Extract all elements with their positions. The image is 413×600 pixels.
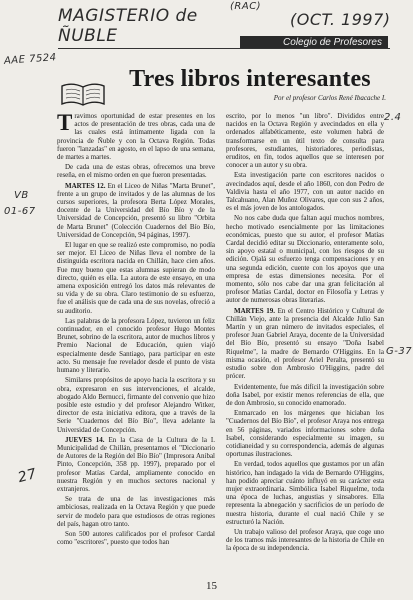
paragraph-text: Similares propósitos de apoyo hacia la escritora y su obra, expresaron en sus intervenciones, el alcalde, abogado Aldo Bernucci, firmante del convenio que hizo posible este estudio y del profesor Alejandro Witker, director de esta iniciativa editora, que a través de la Serie "Cuadernos del Bío Bío", lleva adelante la Universidad de Concepción. <box>57 376 215 434</box>
paragraph-text: Se trata de una de las investigaciones más ambiciosas, realizada en la Octava Región y que puede servir de modelo para que estudiosos de otras regiones del país, hagan otro tanto. <box>57 495 215 528</box>
margin-note-a: VB <box>14 190 29 201</box>
paragraph <box>226 307 384 381</box>
drop-cap: T <box>57 110 73 135</box>
paragraph-text: ravimos oportunidad de estar presentes en los actos de presentación de tres obras, cada una de las cuales está íntimamente ligada con la provincia de Ñuble y con la Octava Región. Todas fueron "lanzadas" en agosto, en el lapso de una semana, de martes a martes. <box>57 112 215 162</box>
handwritten-masthead: MAGISTERIO de ÑUBLE <box>58 6 198 46</box>
paragraph-text: El lugar en que se realizó este compromiso, no podía ser mejor. El Liceo de Niñas lleva el nombre de la distinguida escritora nacida en Chillán, hace cien años. Fue muy bueno que estas alumnas supieran de modo directo, quién es ella. La autora de este ensayo, en una amena exposición entregó los datos más relevantes de su vida y de su obra. Claro testimonio de su esfuerzo, fue el análisis que de cada una de sus novelas, ofreció a su auditorio. <box>57 241 215 315</box>
paragraph <box>57 495 215 528</box>
article-headline: Tres libros interesantes <box>129 66 371 92</box>
paragraph-text: Las palabras de la profesora López, tuvieron un feliz continuador, en el conocido profesor Hugo Montes Brunet, sobrino de la escritora, autor de muchos libros y Premio Nacional de Educación, quien viajó especialmente desde Santiago, para participar en este acto. Su mensaje fue revelador desde el punto de vista humano y literario. <box>57 316 215 375</box>
paragraph-text: En el Centro Histórico y Cultural de Chillán Viejo, ante la presencia del Alcalde Julio San Martín y un gran número de invitados especiales, el profesor Juan Gabriel Araya, docente de la Universidad del Bío Bío, presentó su ensayo "Doña Isabel Riquelme", la madre de Bernardo O'Higgins. En la misma ocasión, el profesor Ariel Peralta, presentó su estudio sobre don Ambrosio O'Higgins, padre del prócer. <box>226 306 385 381</box>
paragraph-text: Enmarcado en los márgenes que hiciaban los "Cuadernos del Bío Bío", el profesor Araya nos entrega en 56 páginas, variados informaciones sobre doña Isabel, considerando especialmente su imagen, su cotidianeidad y su correspondencia, además de algunas oportunas ilustraciones. <box>226 409 384 459</box>
paragraph-text: escrito, por lo menos "un libro". Divididos entre nacidos en la Octava Región y avecindados en ella y ordenados alfabéticamente, este volumen habrá de transformarse en un útil texto de consulta para profesores, estudiantes, historiadores, periodistas, eruditos, en fin, todos aquellos que se interesen por conocer a un autor y su obra. <box>226 112 384 170</box>
open-book-icon <box>60 82 106 108</box>
paragraph-text: Esta investigación parte con escritores nacidos o avecindados aquí, desde el año 1860, con don Pedro de Valdivia hasta el año 1977, con un autor nacido en Talcahuano, Alan Muñoz Olivares, que con sus 2 años, es el más joven de los antologados. <box>226 171 384 213</box>
paragraph <box>57 317 215 374</box>
paragraph <box>226 460 384 526</box>
paragraph-text: De cada una de estas obras, ofrecemos una breve reseña, en el mismo orden en que fueron presentadas. <box>57 163 215 180</box>
paragraph-text: En el Liceo de Niñas "Marta Brunet", frente a un grupo de invitados y de las alumnas de los cursos superiores, la profesora Berta López Morales, docente de la Universidad del Bío Bío y de la Universidad de Concepción, presentó su libro "Orbita de Marta Brunet" (Colección Cuadernos del Bío Bío, Universidad de Concepción, 94 páginas, 1997). <box>57 181 215 239</box>
paragraph <box>57 163 215 179</box>
handwritten-note: (RAC) <box>230 1 262 12</box>
paragraph <box>226 171 384 212</box>
margin-note-d: G-37 <box>386 346 413 357</box>
handwritten-date: (OCT. 1997) <box>290 10 391 29</box>
paragraph <box>226 383 384 408</box>
paragraph-text: En verdad, todos aquellos que gustamos por un afán histórico, han indagado la vida de Bernardo O'Higgins, han podido apreciar cuánto influyó en su carácter esta mujer extraordinaria. Simbólica Isabel Riquelme, toda una época de luchas, angustias y sinsabores. Ella representa la abnegación y sacrificios de un período de nuestra historia, durante el cual nació Chile y se estructuró la Nación. <box>226 460 384 526</box>
paragraph-text: Un trabajo valioso del profesor Araya, que coge uno de los tramos más interesantes de la historia de Chile en la época de su independencia. <box>226 527 384 553</box>
paragraph <box>226 409 384 458</box>
paragraph <box>57 530 215 546</box>
top-rule <box>58 48 390 49</box>
paragraph <box>57 182 215 239</box>
margin-note-e: 27 <box>16 465 39 487</box>
paragraph <box>57 241 215 315</box>
paragraph-text: En la Casa de la Cultura de la I. Municipalidad de Chillán, presentamos el "Diccionario de Autores de la Región del Bío Bío" (Impresora Anibal Pinto, Concepción, 358 pp. 1997), preparado por el profesor Matías Cardal, ampliamente conocido en nuestra Región y en muchos sectores nacional y extranjeros. <box>57 435 215 493</box>
date-lead: JUEVES 14. <box>65 435 105 444</box>
catalog-code: AAE 7524 <box>3 52 57 67</box>
date-lead: MARTES 19. <box>234 306 276 315</box>
section-label: Colegio de Profesores <box>283 37 382 48</box>
page-number: 15 <box>206 580 217 592</box>
margin-note-c: 2.4 <box>384 112 402 123</box>
date-lead: MARTES 12. <box>65 181 106 190</box>
paragraph <box>226 112 384 169</box>
margin-note-b: 01-67 <box>4 206 36 217</box>
paragraph <box>57 376 215 433</box>
article-column-right <box>226 112 384 555</box>
paragraph <box>57 112 215 161</box>
paragraph <box>226 214 384 304</box>
paragraph <box>57 436 215 493</box>
byline: Por el profesor Carlos René Ibacache I. <box>273 94 386 102</box>
paragraph-text: Son 500 autores calificados por el profesor Cardal como "escritores", puesto que todos han <box>57 529 215 547</box>
article-column-left <box>57 112 215 548</box>
paragraph-text: No nos cabe duda que faltan aquí muchos nombres, hecho motivado esencialmente por las limitaciones económicas, puesto que su autor, el profesor Matías Cardal decidió editar su Diccionario, enteramente solo, sin apoyo estatal o municipal, con los riesgos de su edición. Ojalá su esfuerzo tenga compensaciones y en una segunda edición, cuente con los apoyos que una empresa de estas dimensiones necesita. Por el momento, sólo nos cabe dar una gran felicitación al profesor Matías Cardal, doctor en Filosofía y Letras y autor de numerosas obras literarias. <box>226 214 384 305</box>
paragraph <box>226 528 384 553</box>
paragraph-text: Evidentemente, fue más difícil la investigación sobre doña Isabel, por existir menos referencias de ella, que de don Ambrosio, su conocido enamorado. <box>226 382 384 407</box>
